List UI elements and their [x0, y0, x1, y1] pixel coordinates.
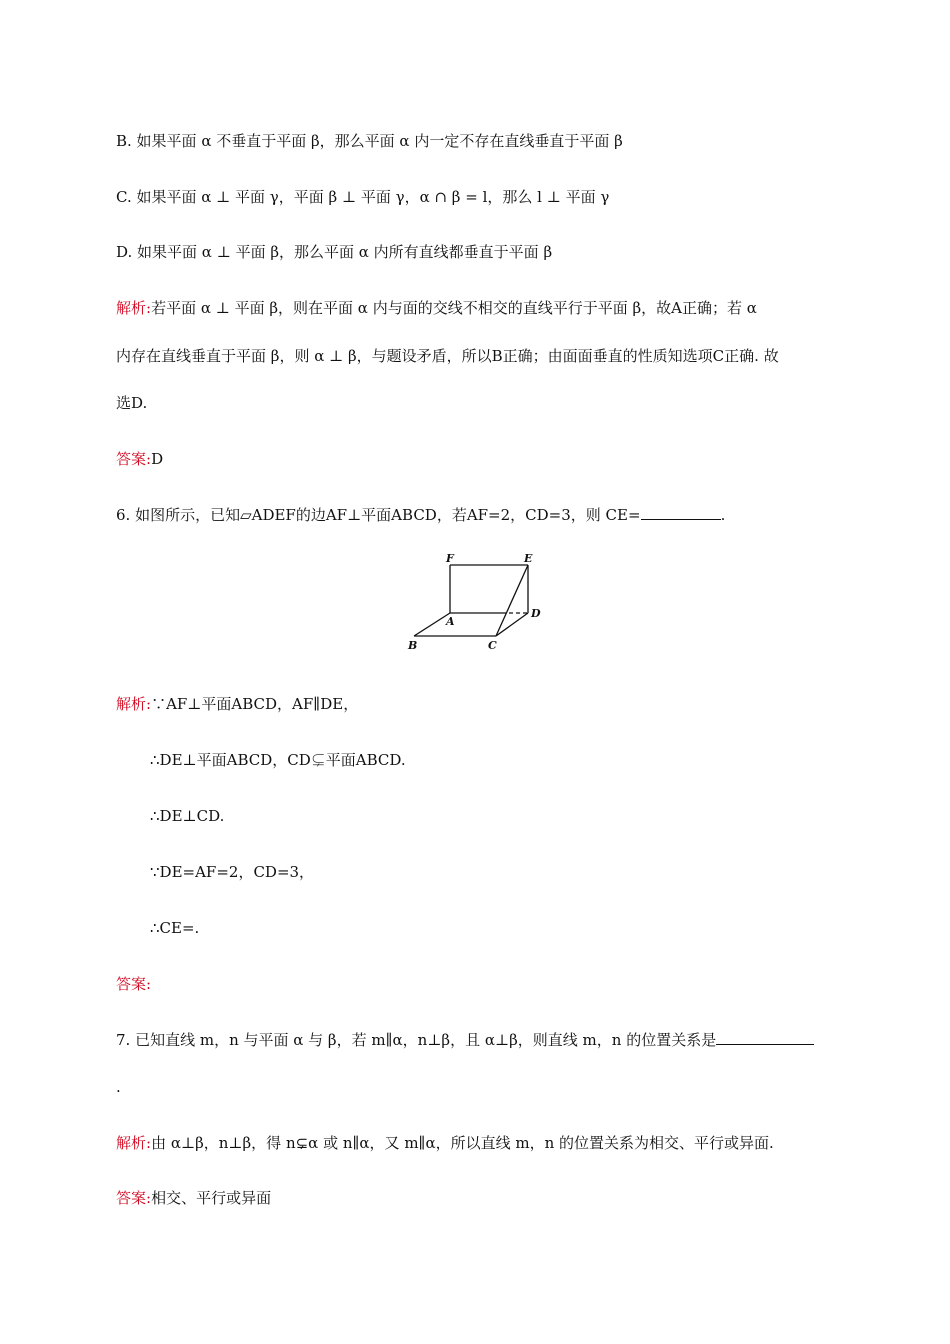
q5-analysis-line1 — [116, 298, 757, 318]
q7-answer — [116, 1188, 271, 1208]
analysis-text: 若平面 α ⊥ 平面 β，则在平面 α 内与面的交线不相交的直线平行于平面 β，故A正确；若 α — [151, 299, 757, 317]
label-a: A — [446, 615, 455, 628]
label-e: E — [524, 552, 533, 565]
question-end: . — [720, 506, 726, 524]
label-c: C — [488, 639, 497, 652]
answer-label: 答案: — [116, 975, 152, 993]
analysis-label: 解析: — [116, 695, 152, 713]
q5-answer — [116, 449, 163, 469]
analysis-text: 由 α⊥β，n⊥β，得 n⊊α 或 n∥α，又 m∥α，所以直线 m，n 的位置关系为相交、平行或异面. — [151, 1134, 774, 1152]
label-f: F — [446, 552, 454, 565]
q7-analysis — [116, 1133, 774, 1153]
answer-blank — [716, 1030, 814, 1045]
q6-answer — [116, 974, 151, 994]
analysis-step-1: ∵AF⊥平面ABCD，AF∥DE， — [151, 695, 359, 713]
answer-value: D — [151, 450, 164, 468]
answer-value: 相交、平行或异面 — [151, 1189, 272, 1207]
label-d: D — [531, 607, 541, 620]
analysis-label: 解析: — [116, 299, 152, 317]
answer-blank — [641, 505, 721, 520]
option-b: B. 如果平面 α 不垂直于平面 β，那么平面 α 内一定不存在直线垂直于平面 β — [116, 132, 623, 150]
question-text: 7. 已知直线 m，n 与平面 α 与 β，若 m∥α，n⊥β，且 α⊥β，则直线 m，n 的位置关系是 — [116, 1031, 717, 1049]
q5-analysis-line2: 内存在直线垂直于平面 β，则 α ⊥ β，与题设矛盾，所以B正确；由面面垂直的性质知选项C正确. 故 — [116, 347, 779, 365]
label-b: B — [408, 639, 418, 652]
answer-label: 答案: — [116, 1189, 152, 1207]
q6-step-3: ∴DE⊥CD. — [150, 807, 225, 825]
geometry-figure — [404, 550, 554, 660]
q6-question — [116, 505, 725, 525]
q6-analysis — [116, 694, 358, 714]
option-c: C. 如果平面 α ⊥ 平面 γ，平面 β ⊥ 平面 γ，α ∩ β = l，那么 l ⊥ 平面 γ — [116, 188, 610, 206]
q7-question — [116, 1030, 814, 1050]
answer-label: 答案: — [116, 450, 152, 468]
question-text: 6. 如图所示，已知▱ADEF的边AF⊥平面ABCD，若AF=2，CD=3，则 CE= — [116, 506, 641, 524]
analysis-label: 解析: — [116, 1134, 152, 1152]
q5-analysis-line3: 选D. — [116, 394, 148, 412]
option-d: D. 如果平面 α ⊥ 平面 β，那么平面 α 内所有直线都垂直于平面 β — [116, 243, 553, 261]
q6-step-4: ∵DE=AF=2，CD=3， — [150, 863, 315, 881]
q7-question-end: . — [116, 1078, 121, 1096]
q6-step-2: ∴DE⊥平面ABCD，CD⊊平面ABCD. — [150, 751, 406, 769]
q6-step-5: ∴CE=. — [150, 919, 200, 937]
